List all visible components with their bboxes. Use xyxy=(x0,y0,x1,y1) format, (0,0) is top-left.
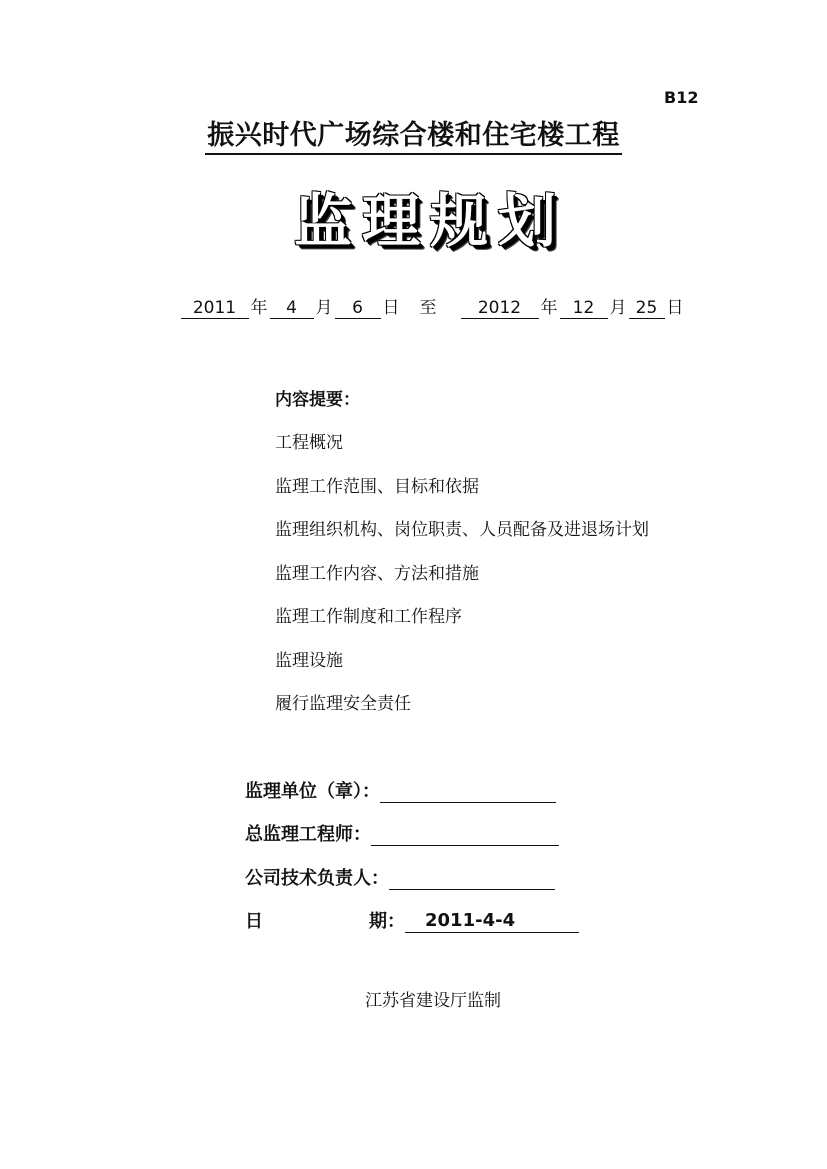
day-char: 日 xyxy=(382,298,400,318)
project-name: 振兴时代广场综合楼和住宅楼工程 xyxy=(205,120,622,155)
start-year: 2011 xyxy=(181,298,249,319)
contents-item: 工程概况 xyxy=(275,433,343,453)
contents-summary xyxy=(275,388,649,736)
end-month: 12 xyxy=(560,298,608,319)
month-char: 月 xyxy=(315,298,333,318)
day-char-2: 日 xyxy=(666,298,684,318)
month-char-2: 月 xyxy=(609,298,627,318)
chief-engineer-label: 总监理工程师： xyxy=(245,824,371,845)
year-char: 年 xyxy=(250,298,268,318)
tech-lead-label: 公司技术负责人： xyxy=(245,868,389,889)
tech-lead-field[interactable] xyxy=(389,867,555,890)
contents-item: 履行监理安全责任 xyxy=(275,694,411,714)
year-char-2: 年 xyxy=(540,298,558,318)
contents-item: 监理工作内容、方法和措施 xyxy=(275,563,479,584)
supervision-unit-label: 监理单位（章）： xyxy=(245,781,380,802)
start-month: 4 xyxy=(270,298,314,319)
form-code: B12 xyxy=(664,88,699,107)
date-label-char-2: 期： xyxy=(369,911,405,932)
date-value: 2011-4-4 xyxy=(425,910,516,931)
chief-engineer-row xyxy=(245,820,559,846)
supervision-unit-field[interactable] xyxy=(380,780,556,803)
end-day: 25 xyxy=(629,298,665,319)
date-row xyxy=(245,907,579,933)
document-title: 监理规划 xyxy=(293,187,566,255)
contents-item: 监理工作范围、目标和依据 xyxy=(275,476,479,497)
contents-heading: 内容提要： xyxy=(275,390,360,410)
contents-item: 监理工作制度和工作程序 xyxy=(275,607,462,627)
tech-lead-row xyxy=(245,864,555,890)
supervision-unit-row xyxy=(245,777,556,803)
contents-item: 监理设施 xyxy=(275,650,343,671)
period-line xyxy=(0,293,827,319)
date-label-char-1: 日 xyxy=(245,911,263,932)
date-field[interactable] xyxy=(405,910,579,933)
end-year: 2012 xyxy=(461,298,539,319)
chief-engineer-field[interactable] xyxy=(371,823,559,846)
contents-item: 监理组织机构、岗位职责、人员配备及进退场计划 xyxy=(275,520,649,540)
to-char: 至 xyxy=(419,298,437,318)
start-day: 6 xyxy=(335,298,381,319)
issuer-footer: 江苏省建设厅监制 xyxy=(365,991,501,1011)
project-name-block xyxy=(0,113,827,152)
